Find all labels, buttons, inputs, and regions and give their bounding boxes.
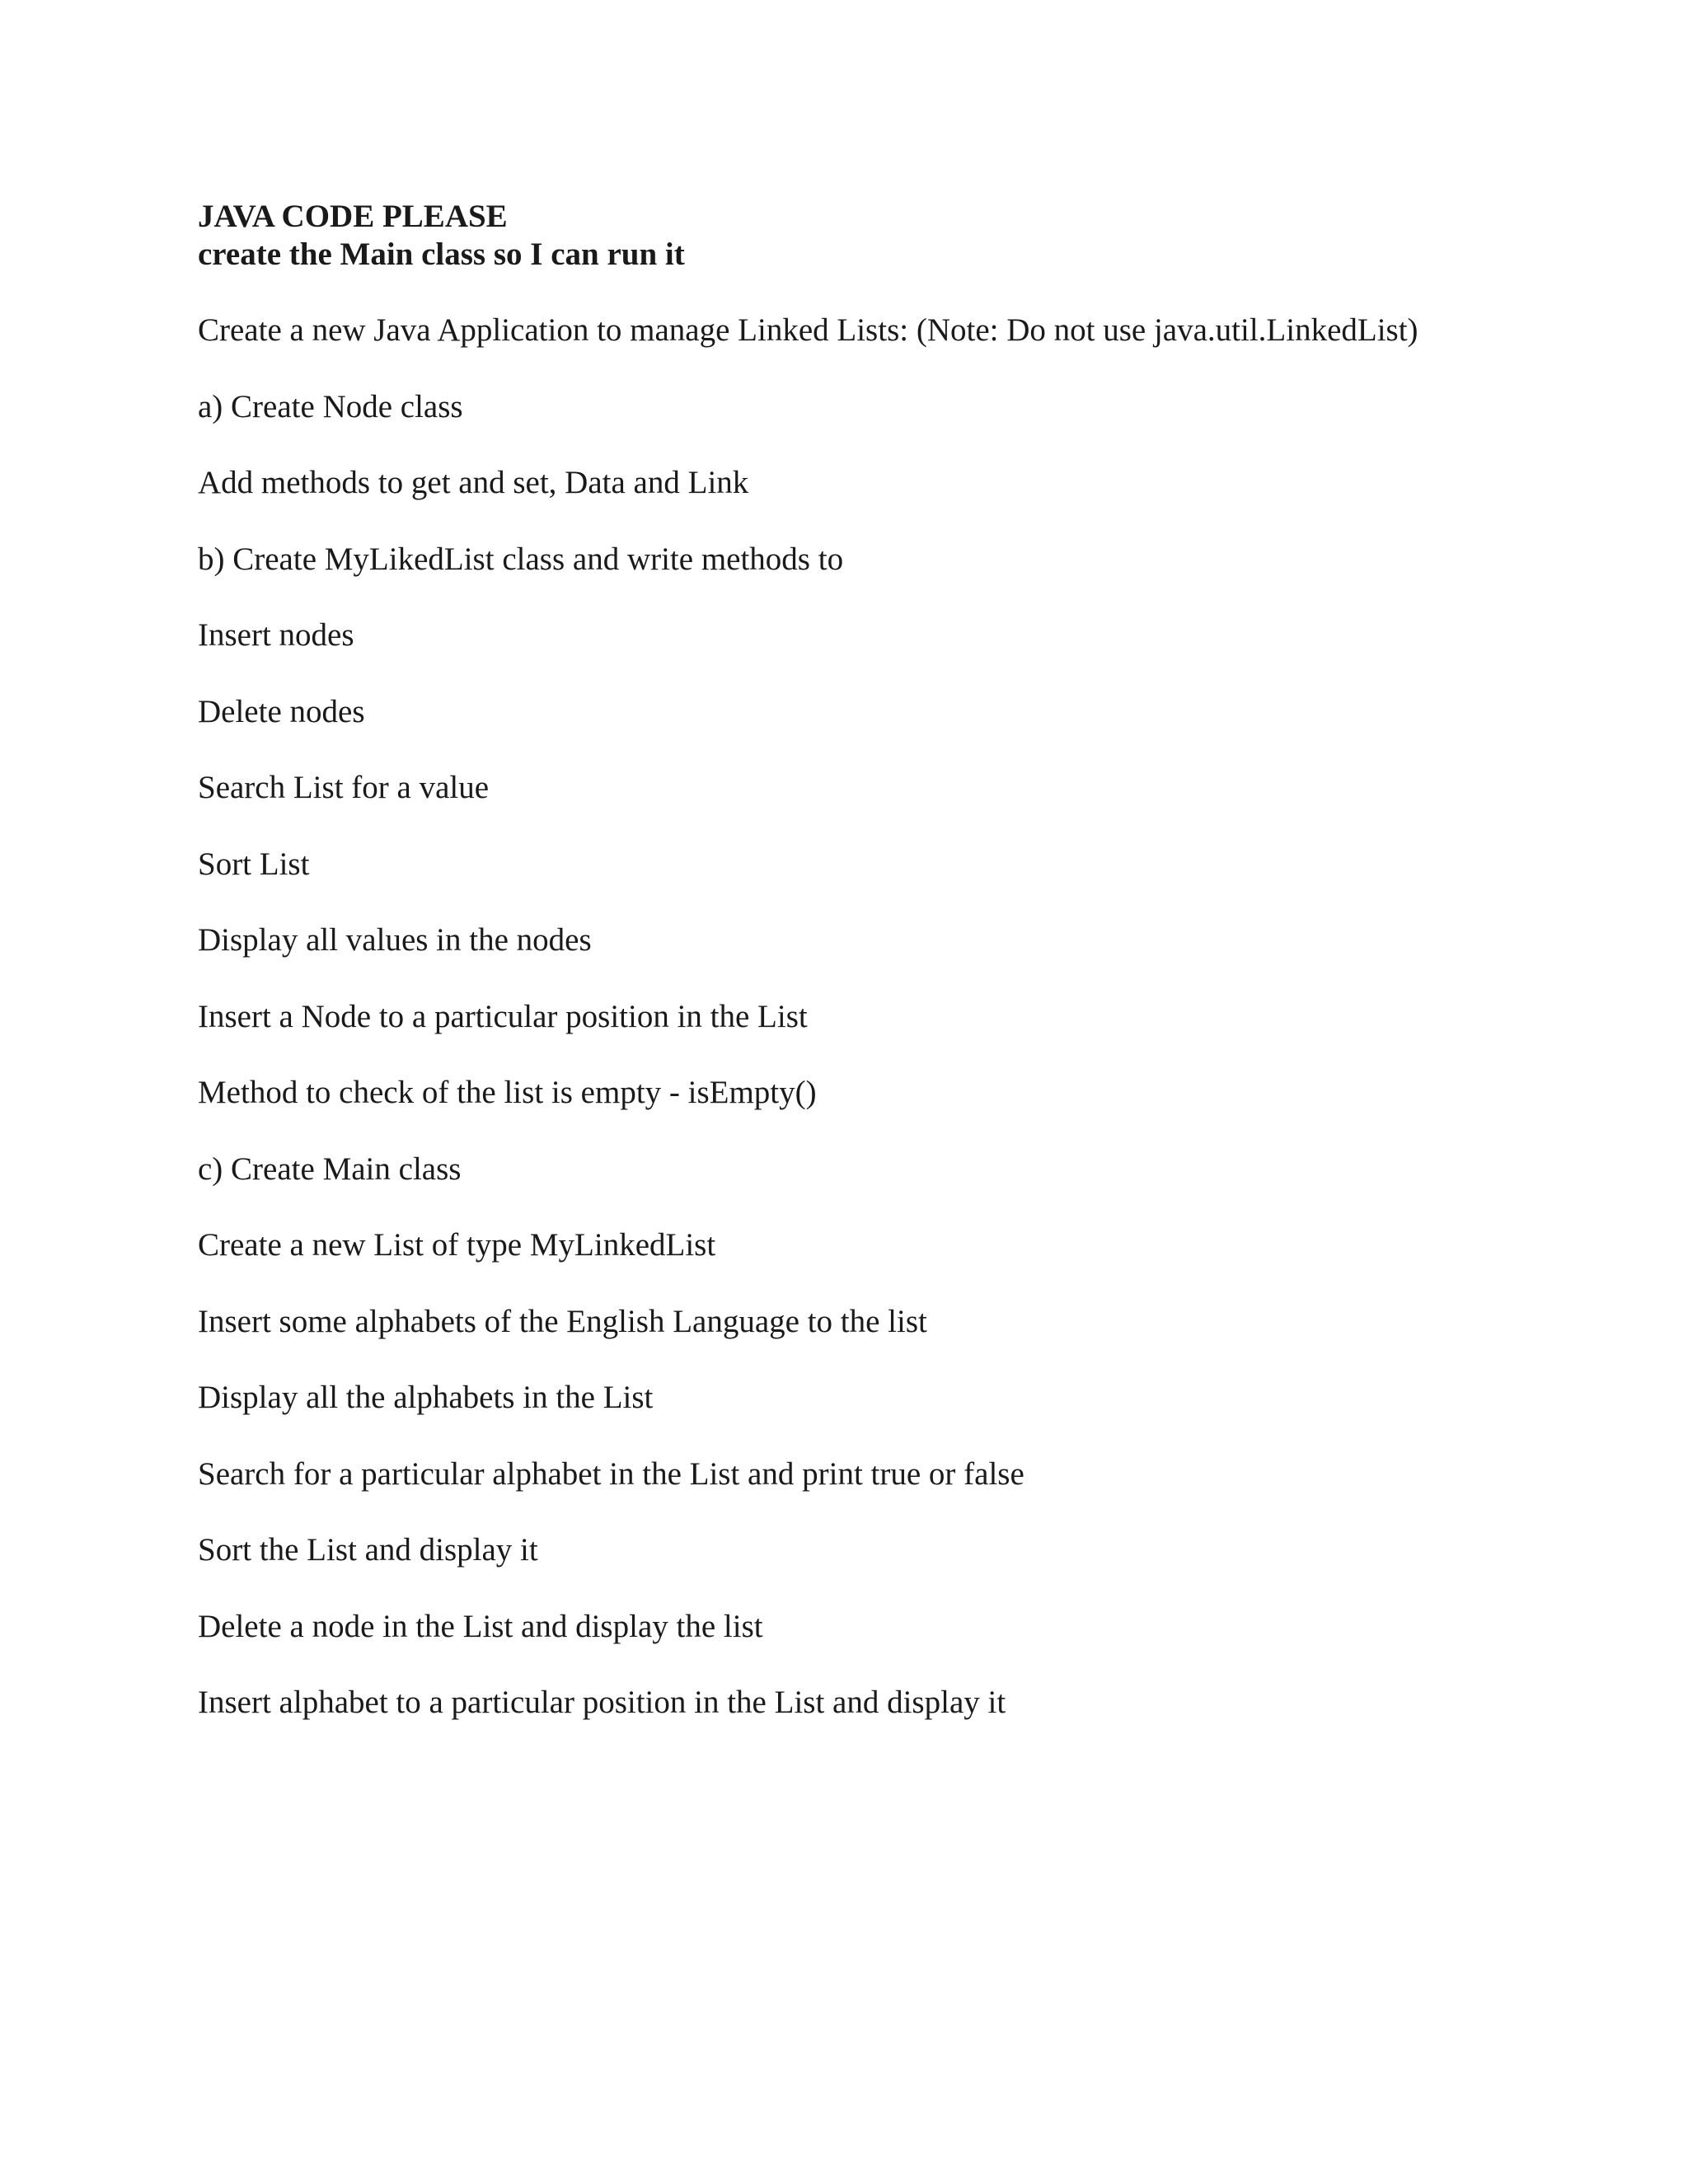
paragraph-is-empty: Method to check of the list is empty - isEmpty() bbox=[198, 1075, 817, 1110]
paragraph-search-list: Search List for a value bbox=[198, 770, 490, 805]
paragraph-insert-alphabet-position: Insert alphabet to a particular position in the List and display it bbox=[198, 1685, 1006, 1720]
heading-subtitle: create the Main class so I can run it bbox=[198, 237, 685, 272]
paragraph-intro: Create a new Java Application to manage Linked Lists: (Note: Do not use java.util.LinkedList) bbox=[198, 312, 1418, 348]
paragraph-insert-alphabets: Insert some alphabets of the English Language to the list bbox=[198, 1303, 927, 1339]
paragraph-section-c: c) Create Main class bbox=[198, 1151, 462, 1187]
paragraph-node-methods: Add methods to get and set, Data and Link bbox=[198, 465, 749, 500]
heading-title: JAVA CODE PLEASE bbox=[198, 199, 508, 234]
paragraph-display-alphabets: Display all the alphabets in the List bbox=[198, 1380, 654, 1415]
paragraph-insert-position: Insert a Node to a particular position in the List bbox=[198, 998, 808, 1034]
paragraph-delete-nodes: Delete nodes bbox=[198, 693, 365, 729]
paragraph-search-alphabet: Search for a particular alphabet in the List and print true or false bbox=[198, 1455, 1025, 1492]
paragraph-display-values: Display all values in the nodes bbox=[198, 922, 592, 958]
paragraph-sort-list: Sort List bbox=[198, 846, 310, 882]
paragraph-delete-display: Delete a node in the List and display the list bbox=[198, 1608, 763, 1644]
paragraph-section-a: a) Create Node class bbox=[198, 388, 463, 424]
paragraph-new-list: Create a new List of type MyLinkedList bbox=[198, 1227, 716, 1263]
paragraph-section-b: b) Create MyLikedList class and write methods to bbox=[198, 541, 844, 577]
paragraph-insert-nodes: Insert nodes bbox=[198, 617, 354, 653]
document-content bbox=[198, 198, 1648, 1722]
paragraph-sort-display: Sort the List and display it bbox=[198, 1532, 538, 1568]
